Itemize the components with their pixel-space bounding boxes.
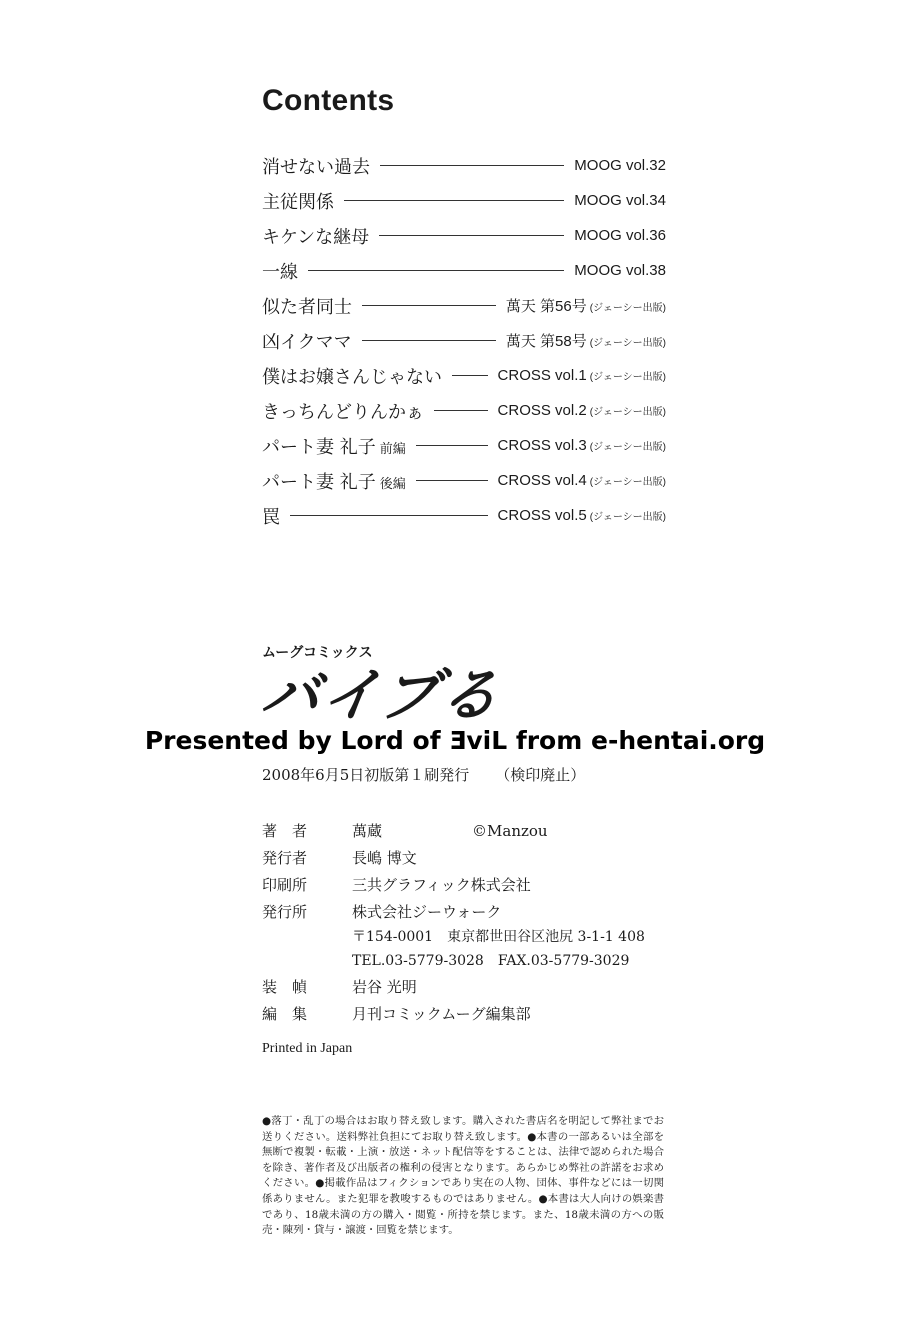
toc-publisher: (ジェーシー出版) — [589, 303, 666, 314]
toc-source: 萬天 第58号 (ジェーシー出版) — [505, 333, 666, 350]
toc-publisher: (ジェーシー出版) — [589, 338, 666, 349]
toc-publisher: (ジェーシー出版) — [589, 407, 666, 418]
colophon-value: 長嶋 博文 — [352, 849, 417, 867]
toc-title: 罠 — [262, 506, 280, 528]
toc-row — [262, 358, 666, 393]
table-of-contents — [262, 148, 666, 533]
toc-title: パート妻 礼子 後編 — [262, 471, 406, 493]
watermark-text: Presented by Lord of ƎviL from e-hentai.org — [144, 726, 766, 755]
colophon-value: 岩谷 光明 — [352, 978, 417, 996]
leader-line — [416, 480, 488, 481]
toc-row — [262, 148, 666, 183]
toc-publisher: (ジェーシー出版) — [589, 442, 666, 453]
toc-source: 萬天 第56号 (ジェーシー出版) — [505, 298, 666, 315]
colophon-label: 著 者 — [262, 822, 308, 840]
toc-source: MOOG vol.36 — [574, 227, 666, 244]
toc-part: 後編 — [379, 476, 406, 492]
colophon-value: 萬蔵 ©Manzou — [352, 822, 548, 840]
toc-row — [262, 393, 666, 428]
colophon-row-tel — [262, 950, 645, 976]
edition-line — [262, 764, 585, 785]
toc-source: MOOG vol.34 — [574, 192, 666, 209]
toc-title: 主従関係 — [262, 191, 334, 213]
colophon-label: 装 幀 — [262, 978, 308, 996]
leader-line — [379, 235, 564, 236]
colophon-row-author — [262, 820, 645, 847]
toc-publisher: (ジェーシー出版) — [589, 372, 666, 383]
leader-line — [362, 340, 496, 341]
colophon-value: 月刊コミックムーグ編集部 — [352, 1005, 531, 1023]
leader-line — [452, 375, 488, 376]
toc-row — [262, 428, 666, 463]
toc-source: CROSS vol.2 (ジェーシー出版) — [497, 402, 666, 419]
colophon-label: 編 集 — [262, 1005, 308, 1023]
colophon-row-publisher — [262, 901, 645, 926]
toc-part: 前編 — [379, 441, 406, 457]
toc-row — [262, 323, 666, 358]
edition-stamp: （検印廃止） — [495, 766, 586, 784]
colophon — [262, 820, 645, 1030]
toc-source: CROSS vol.1 (ジェーシー出版) — [497, 367, 666, 384]
toc-row — [262, 183, 666, 218]
leader-line — [362, 305, 496, 306]
toc-source: CROSS vol.3 (ジェーシー出版) — [497, 437, 666, 454]
colophon-row-address — [262, 926, 645, 950]
toc-title: 消せない過去 — [262, 156, 370, 178]
leader-line — [416, 445, 488, 446]
leader-line — [434, 410, 488, 411]
colophon-label: 発行所 — [262, 903, 308, 921]
toc-row — [262, 498, 666, 533]
colophon-row-printer — [262, 874, 645, 901]
toc-source: MOOG vol.32 — [574, 157, 666, 174]
toc-title: キケンな継母 — [262, 226, 370, 248]
colophon-value: 株式会社ジーウォーク — [352, 903, 502, 921]
leader-line — [380, 165, 564, 166]
colophon-value: 三共グラフィック株式会社 — [352, 876, 531, 894]
toc-publisher: (ジェーシー出版) — [589, 512, 666, 523]
toc-title: 似た者同士 — [262, 296, 352, 318]
toc-title: 僕はお嬢さんじゃない — [262, 366, 442, 388]
toc-title: 凶イクママ — [262, 331, 352, 353]
series-name: ムーグコミックス — [262, 645, 373, 661]
toc-row — [262, 463, 666, 498]
colophon-row-editor — [262, 1003, 645, 1030]
colophon-label: 発行者 — [262, 849, 308, 867]
edition-date: 2008年6月5日初版第１刷発行 — [262, 766, 470, 784]
colophon-row-publisher-person — [262, 847, 645, 874]
toc-source: CROSS vol.4 (ジェーシー出版) — [497, 472, 666, 489]
toc-row — [262, 218, 666, 253]
toc-publisher: (ジェーシー出版) — [589, 477, 666, 488]
toc-source: CROSS vol.5 (ジェーシー出版) — [497, 507, 666, 524]
toc-title: パート妻 礼子 前編 — [262, 436, 406, 458]
toc-row — [262, 288, 666, 323]
contents-heading: Contents — [262, 84, 395, 117]
leader-line — [290, 515, 488, 516]
toc-title: きっちんどりんかぁ — [262, 401, 424, 423]
copyright: ©Manzou — [472, 822, 548, 840]
colophon-label: 印刷所 — [262, 876, 308, 894]
tel-fax: TEL.03-5779-3028 FAX.03-5779-3029 — [352, 953, 630, 969]
toc-title: 一線 — [262, 261, 298, 283]
toc-row — [262, 253, 666, 288]
leader-line — [344, 200, 564, 201]
colophon-row-design — [262, 976, 645, 1003]
toc-source: MOOG vol.38 — [574, 262, 666, 279]
address: 〒154-0001 東京都世田谷区池尻 3-1-1 408 — [352, 929, 645, 945]
printed-in: Printed in Japan — [262, 1041, 353, 1056]
book-title-logo: バイブる — [257, 661, 506, 729]
legal-notice: ●落丁・乱丁の場合はお取り替え致します。購入された書店名を明記して弊社までお送りください。送料弊社負担にてお取り替え致します。●本書の一部あるいは全部を無断で複製・転載・上演・放送・ネット配信等をすることは、法律で認められた場合を除き、著作者及び出版者の権利の侵害となります。あらかじめ弊社の許諾をお求めください。●掲載作品はフィクションであり実在の人物、団体、事件などには一切関係ありません。また犯罪を教唆するものではありません。●本書は大人向けの娯楽書であり、18歳未満の方の購入・閲覧・所持を禁じます。また、18歳未満の方への販売・陳列・貸与・譲渡・回覧を禁じます。 — [262, 1115, 664, 1237]
leader-line — [308, 270, 564, 271]
